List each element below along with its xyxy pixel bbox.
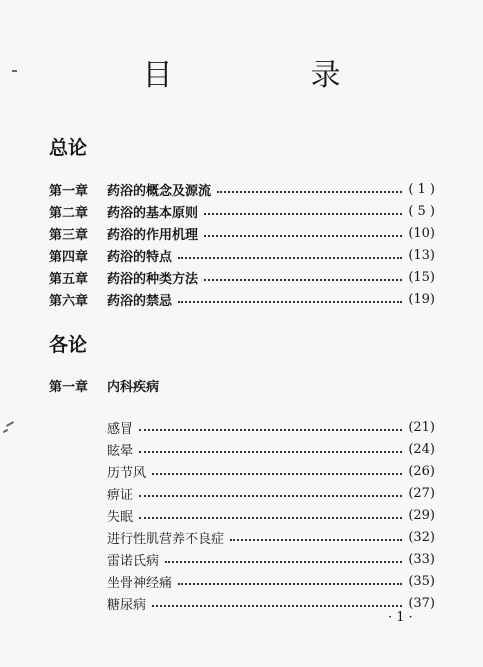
toc-title: 历节风 [107, 465, 147, 481]
dot-leader [152, 605, 402, 607]
dot-leader [139, 451, 402, 453]
dot-leader [204, 235, 402, 237]
toc-row[interactable] [49, 244, 435, 266]
page-title: 目 录 [142, 58, 395, 93]
dot-leader [230, 539, 402, 541]
toc-title: 感冒 [107, 421, 134, 437]
scan-speck [12, 70, 17, 72]
toc-title: 眩晕 [107, 443, 134, 459]
dot-leader [178, 583, 402, 585]
toc-page-number: (37) [408, 595, 435, 611]
toc-page-number: (33) [408, 551, 435, 567]
toc-page-number: (35) [408, 573, 435, 589]
dot-leader [204, 279, 402, 281]
toc-row[interactable] [49, 178, 435, 200]
toc-page-number: (29) [408, 507, 435, 523]
toc-title: 药浴的特点 [107, 249, 173, 265]
dot-leader [139, 429, 402, 431]
footer-page-number: · 1 · [388, 610, 413, 625]
dot-leader [217, 191, 402, 193]
toc-title: 内科疾病 [107, 379, 160, 395]
toc-title: 进行性肌营养不良症 [107, 531, 225, 547]
toc-row[interactable] [107, 460, 435, 482]
toc-row[interactable] [49, 222, 435, 244]
toc-title: 药浴的基本原则 [107, 205, 199, 221]
toc-row[interactable] [107, 504, 435, 526]
toc-title: 坐骨神经痛 [107, 575, 173, 591]
dot-leader [152, 473, 402, 475]
toc-row[interactable] [49, 200, 435, 222]
toc-page-number: (24) [408, 441, 435, 457]
toc-chapter: 第二章 [49, 205, 89, 221]
section-heading-specific: 各论 [49, 334, 88, 356]
toc-chapter: 第五章 [49, 271, 89, 287]
section-heading-general: 总论 [49, 137, 88, 159]
toc-page-number: (26) [408, 463, 435, 479]
dot-leader [178, 301, 402, 303]
toc-row[interactable] [107, 548, 435, 570]
toc-page-number: (21) [408, 419, 435, 435]
toc-title: 痹证 [107, 487, 134, 503]
scan-speck [3, 429, 8, 433]
toc-chapter: 第六章 [49, 293, 89, 309]
toc-page-number: ( 5 ) [408, 203, 435, 219]
toc-title: 药浴的作用机理 [107, 227, 199, 243]
toc-chapter-heading[interactable] [49, 374, 249, 396]
toc-row[interactable] [107, 592, 435, 614]
toc-title: 药浴的禁忌 [107, 293, 173, 309]
dot-leader [139, 517, 402, 519]
toc-page-number: (32) [408, 529, 435, 545]
toc-title: 糖尿病 [107, 597, 147, 613]
toc-page-number: (10) [408, 225, 435, 241]
toc-row[interactable] [107, 570, 435, 592]
toc-chapter: 第一章 [49, 379, 89, 395]
toc-row[interactable] [49, 266, 435, 288]
toc-row[interactable] [49, 288, 435, 310]
toc-chapter: 第四章 [49, 249, 89, 265]
toc-row[interactable] [107, 482, 435, 504]
dot-leader [178, 257, 402, 259]
dot-leader [204, 213, 402, 215]
toc-page-number: (15) [408, 269, 435, 285]
dot-leader [139, 495, 402, 497]
toc-row[interactable] [107, 438, 435, 460]
toc-row[interactable] [107, 416, 435, 438]
toc-title: 失眠 [107, 509, 134, 525]
toc-title: 雷诺氏病 [107, 553, 160, 569]
toc-title: 药浴的概念及源流 [107, 183, 212, 199]
dot-leader [165, 561, 402, 563]
toc-chapter: 第一章 [49, 183, 89, 199]
toc-chapter: 第三章 [49, 227, 89, 243]
toc-row[interactable] [107, 526, 435, 548]
scan-speck [6, 421, 14, 427]
toc-page-number: (27) [408, 485, 435, 501]
toc-page-number: ( 1 ) [408, 181, 435, 197]
toc-page-number: (13) [408, 247, 435, 263]
toc-title: 药浴的种类方法 [107, 271, 199, 287]
toc-page-number: (19) [408, 291, 435, 307]
